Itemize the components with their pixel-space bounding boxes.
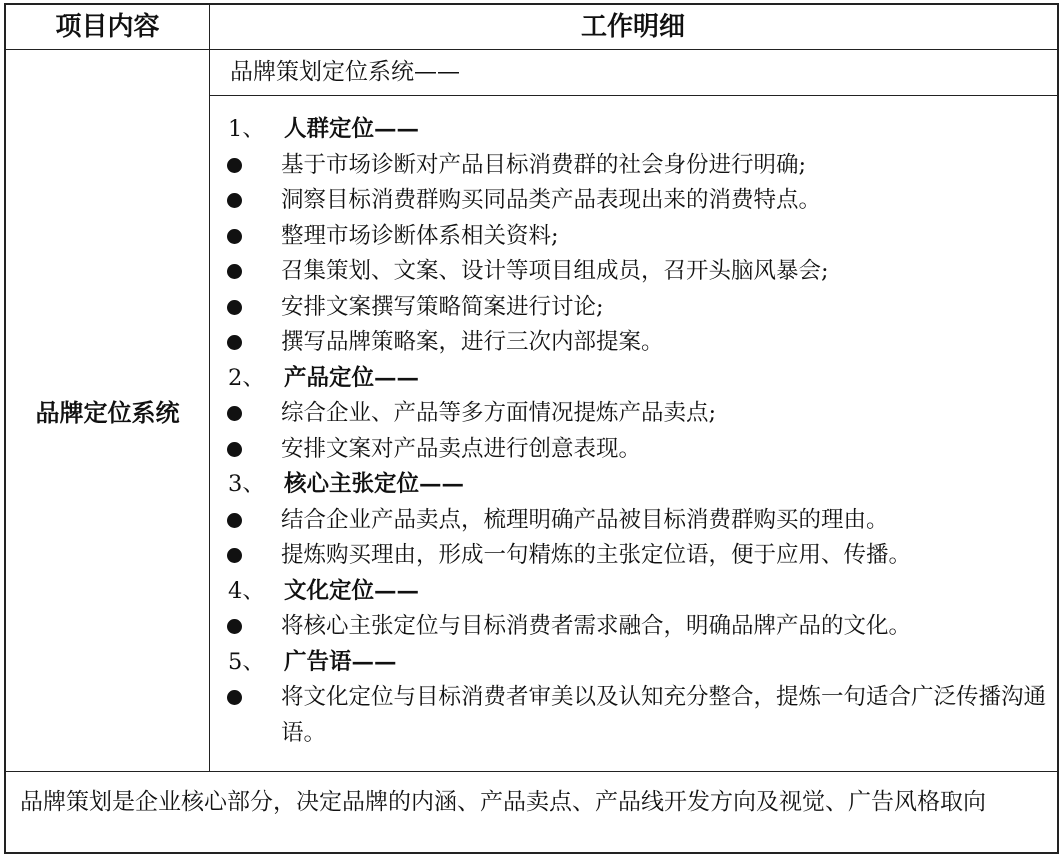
section-title: 产品定位—— bbox=[284, 364, 420, 391]
header-work-detail: 工作明细 bbox=[580, 12, 685, 42]
work-detail-table bbox=[4, 3, 1059, 854]
list-item-text: 将文化定位与目标消费者审美以及认知充分整合，提炼一句适合广泛传播沟通语。 bbox=[281, 684, 1047, 746]
list-item-text: 将核心主张定位与目标消费者需求融合，明确品牌产品的文化。 bbox=[281, 613, 912, 639]
list-item bbox=[210, 538, 1057, 574]
section-heading bbox=[210, 112, 1057, 148]
bullet-icon bbox=[227, 442, 242, 457]
list-item-text: 撰写品牌策略案，进行三次内部提案。 bbox=[281, 329, 664, 355]
bullet-icon bbox=[227, 158, 242, 173]
bullet-icon bbox=[227, 619, 242, 634]
section-title: 广告语—— bbox=[284, 648, 397, 675]
list-item-text: 安排文案撰写策略简案进行讨论; bbox=[281, 293, 604, 320]
bullet-icon bbox=[227, 229, 242, 244]
detail-list bbox=[210, 96, 1057, 771]
list-item bbox=[210, 290, 1057, 326]
bullet-icon bbox=[227, 690, 242, 705]
list-item bbox=[210, 432, 1057, 468]
section-title: 核心主张定位—— bbox=[284, 471, 465, 497]
list-item bbox=[210, 148, 1057, 184]
list-item bbox=[210, 503, 1057, 539]
list-item-text: 安排文案对产品卖点进行创意表现。 bbox=[281, 435, 642, 462]
bullet-icon bbox=[227, 193, 242, 208]
list-item-text: 基于市场诊断对产品目标消费群的社会身份进行明确; bbox=[281, 151, 807, 178]
header-project-content: 项目内容 bbox=[6, 5, 210, 49]
bullet-icon bbox=[227, 406, 242, 421]
bullet-icon bbox=[227, 513, 242, 528]
list-item-text: 提炼购买理由，形成一句精炼的主张定位语，便于应用、传播。 bbox=[281, 542, 912, 568]
bullet-icon bbox=[227, 548, 242, 563]
list-item bbox=[210, 183, 1057, 219]
detail-subtitle: 品牌策划定位系统—— bbox=[210, 49, 1057, 96]
list-item bbox=[210, 219, 1057, 255]
list-item bbox=[210, 254, 1057, 290]
list-item-text: 结合企业产品卖点，梳理明确产品被目标消费群购买的理由。 bbox=[281, 506, 889, 533]
section-title: 文化定位—— bbox=[284, 577, 420, 604]
section-heading bbox=[210, 574, 1057, 610]
list-item-text: 整理市场诊断体系相关资料; bbox=[281, 222, 559, 249]
list-item bbox=[210, 396, 1057, 432]
section-number: 5、 bbox=[228, 648, 265, 675]
section-number: 1、 bbox=[228, 116, 265, 142]
list-item bbox=[210, 680, 1057, 751]
table-footer-note: 品牌策划是企业核心部分，决定品牌的内涵、产品卖点、产品线开发方向及视觉、广告风格取向 bbox=[6, 771, 1057, 852]
list-item-text: 召集策划、文案、设计等项目组成员，召开头脑风暴会; bbox=[281, 258, 829, 284]
section-title: 人群定位—— bbox=[284, 116, 420, 142]
list-item bbox=[210, 609, 1057, 645]
project-label: 品牌定位系统 bbox=[35, 397, 180, 427]
table-header-row bbox=[6, 5, 1057, 50]
project-label-cell bbox=[6, 49, 210, 771]
bullet-icon bbox=[227, 335, 242, 350]
list-item bbox=[210, 325, 1057, 361]
bullet-icon bbox=[227, 264, 242, 279]
section-heading bbox=[210, 361, 1057, 397]
section-heading bbox=[210, 645, 1057, 681]
section-number: 3、 bbox=[228, 471, 265, 497]
section-number: 2、 bbox=[228, 364, 265, 391]
section-number: 4、 bbox=[228, 577, 265, 604]
bullet-icon bbox=[227, 300, 242, 315]
list-item-text: 综合企业、产品等多方面情况提炼产品卖点; bbox=[281, 400, 717, 426]
section-heading bbox=[210, 467, 1057, 503]
list-item-text: 洞察目标消费群购买同品类产品表现出来的消费特点。 bbox=[281, 187, 822, 213]
